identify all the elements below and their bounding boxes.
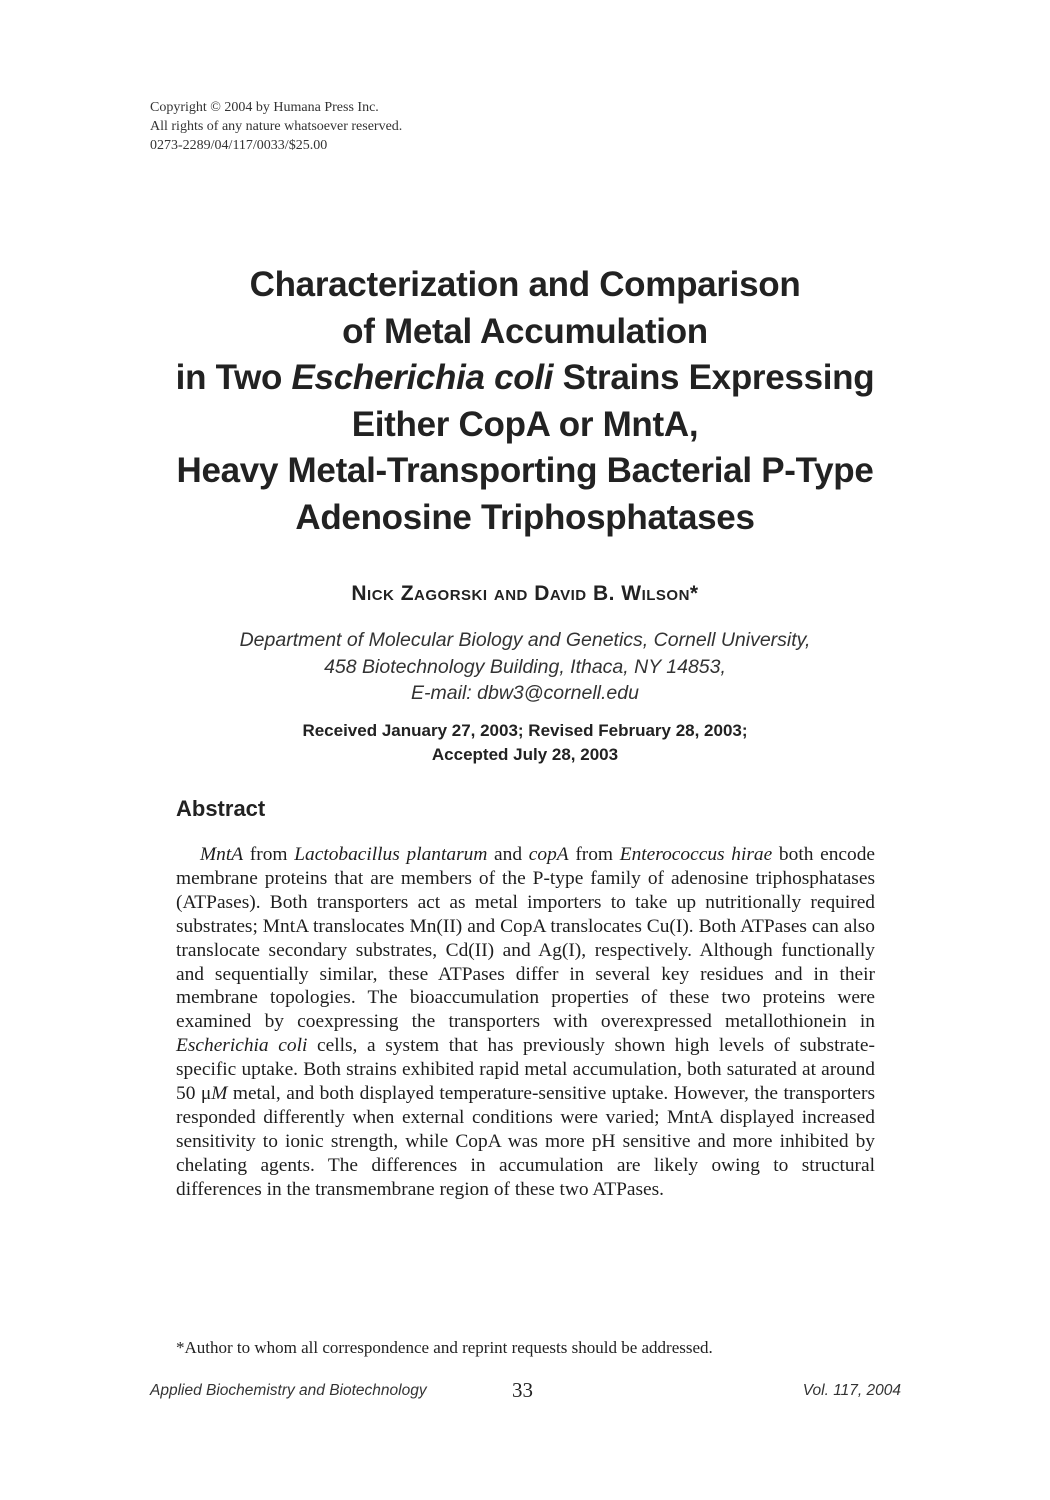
page-number: 33 (512, 1378, 533, 1402)
journal-name: Applied Biochemistry and Biotechnology (150, 1382, 427, 1399)
copyright-notice (150, 98, 402, 155)
rights-line: All rights of any nature whatsoever reserved. (150, 119, 403, 134)
authors: Nick Zagorski and David B. Wilson* (351, 582, 699, 605)
abstract-paragraph (176, 843, 875, 1202)
abstract-italic-term: M (211, 1083, 228, 1105)
issn-line: 0273-2289/04/117/0033/$25.00 (150, 138, 328, 153)
title-line: Characterization and Comparison (249, 265, 801, 304)
email-line: E-mail: dbw3@cornell.edu (411, 682, 639, 704)
affiliation-line: 458 Biotechnology Building, Ithaca, NY 14853, (324, 655, 726, 678)
article-title (0, 262, 1050, 541)
copyright-line: Copyright © 2004 by Humana Press Inc. (150, 100, 379, 115)
abstract-italic-term: Lactobacillus plantarum (294, 844, 488, 865)
page-footer (150, 1380, 901, 1410)
abstract-text: both encode membrane proteins that are members of the P-type family of adenosine triphosphatases (ATPases). Both transporters act as metal importers to take up nutritionally required substrates; MntA translocates Mn(II) and CopA translocates Cu(I). Both ATPases can also translocate secondary substrates, Cd(II) and Ag(I), respectively. Although functionally and sequentially similar, these ATPases differ in several key residues and in their membrane topologies. The bioaccumulation properties of these two proteins were examined by coexpressing the transporters with overexpressed metallothionein in (176, 844, 876, 1033)
history-dates (0, 719, 1050, 767)
dates-line: Accepted July 28, 2003 (431, 745, 619, 764)
abstract-body (176, 843, 875, 1202)
abstract-text: metal, and both displayed temperature-sensitive uptake. However, the transporters responded differently when external conditions were varied; MntA displayed increased sensitivity to ionic strength, while CopA was more pH sensitive and more inhibited by chelating agents. The differences in accumulation are likely owing to structural differences in the transmembrane region of these two ATPases. (176, 1083, 875, 1200)
abstract-italic-term: copA (528, 844, 569, 865)
abstract-heading: Abstract (176, 796, 266, 821)
abstract-text: and (487, 844, 529, 865)
correspondence-footnote: *Author to whom all correspondence and reprint requests should be addressed. (176, 1338, 713, 1357)
abstract-italic-term: MntA (200, 844, 244, 865)
title-line: of Metal Accumulation (342, 311, 708, 351)
affiliation-line: Department of Molecular Biology and Genetics, Cornell University, (239, 629, 811, 651)
title-species: Escherichia coli (291, 358, 554, 397)
title-line: Either CopA or MntA, (351, 404, 699, 444)
dates-line: Received January 27, 2003; Revised February 28, 2003; (302, 721, 748, 740)
title-text: Strains Expressing (553, 358, 875, 397)
abstract-italic-term: Escherichia coli (176, 1035, 308, 1057)
title-line: Adenosine Triphosphatases (295, 497, 755, 537)
title-text: in Two (175, 358, 292, 397)
abstract-italic-term: Enterococcus hirae (619, 844, 773, 865)
title-line: Heavy Metal-Transporting Bacterial P-Type (176, 451, 874, 490)
abstract-text: from (243, 844, 295, 865)
volume-year: Vol. 117, 2004 (802, 1382, 901, 1399)
title-line (0, 355, 1050, 402)
affiliation (0, 627, 1050, 707)
abstract-text: from (568, 844, 620, 865)
abstract-text: cells, a system that has previously shown high levels of substrate-specific uptake. Both strains exhibited rapid metal accumulation, both saturated at around 50 μ (176, 1035, 875, 1105)
